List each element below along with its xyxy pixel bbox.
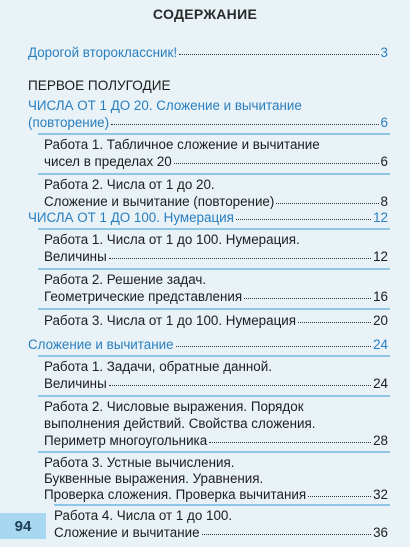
toc-section-addition-subtraction[interactable] xyxy=(28,336,388,353)
leader-dots xyxy=(209,442,371,443)
toc-entry-label: чисел в пределах 20 xyxy=(44,154,172,169)
leader-dots xyxy=(179,54,378,55)
divider-line xyxy=(38,268,390,270)
toc-item[interactable] xyxy=(44,153,388,170)
toc-item[interactable] xyxy=(44,486,388,503)
toc-entry-page: 28 xyxy=(373,433,388,448)
toc-entry-page: 3 xyxy=(380,45,388,60)
leader-dots xyxy=(174,163,379,164)
toc-entry-label: Геометрические представления xyxy=(44,289,243,304)
toc-entry-label: Дорогой второклассник! xyxy=(28,45,178,60)
toc-entry-label: Величины xyxy=(44,376,107,391)
toc-entry-label: Периметр многоугольника xyxy=(44,433,208,448)
toc-entry-page: 24 xyxy=(373,376,388,391)
toc-entry-page: 12 xyxy=(373,210,388,225)
leader-dots xyxy=(308,496,371,497)
toc-entry-label: Сложение и вычитание xyxy=(28,337,174,352)
toc-entry-label: (повторение) xyxy=(28,115,110,130)
leader-dots xyxy=(276,203,378,204)
toc-entry-intro[interactable] xyxy=(28,44,388,61)
page-number: 94 xyxy=(0,513,46,539)
toc-entry-label: Величины xyxy=(44,249,107,264)
leader-dots xyxy=(109,385,371,386)
leader-dots xyxy=(298,322,371,323)
toc-entry-label: Проверка сложения. Проверка вычитания xyxy=(44,487,307,502)
leader-dots xyxy=(111,124,378,125)
toc-section-numbers-1-20[interactable] xyxy=(28,114,388,131)
toc-item[interactable] xyxy=(44,193,388,210)
toc-entry-page: 6 xyxy=(380,154,388,169)
half-year-heading: ПЕРВОЕ ПОЛУГОДИЕ xyxy=(28,78,171,93)
toc-entry-label: Сложение и вычитание (повторение) xyxy=(44,194,275,209)
toc-item[interactable] xyxy=(44,248,388,265)
divider-line xyxy=(38,308,390,310)
toc-entry-page: 12 xyxy=(373,249,388,264)
leader-dots xyxy=(236,219,371,220)
leader-dots xyxy=(244,298,371,299)
toc-item-line: Работа 1. Числа от 1 до 100. Нумерация. xyxy=(44,232,300,247)
leader-dots xyxy=(176,346,372,347)
toc-item[interactable] xyxy=(54,524,388,541)
toc-item-line: Работа 2. Числовые выражения. Порядок xyxy=(44,399,304,414)
toc-item-line: Работа 2. Решение задач. xyxy=(44,272,207,287)
toc-entry-page: 32 xyxy=(373,487,388,502)
divider-line xyxy=(38,228,390,230)
toc-section-numbers-1-100[interactable] xyxy=(28,209,388,226)
divider-line xyxy=(38,355,390,357)
toc-item[interactable] xyxy=(44,288,388,305)
toc-entry-label: Сложение и вычитание xyxy=(54,525,200,540)
divider-line xyxy=(38,451,390,453)
toc-entry-page: 20 xyxy=(373,313,388,328)
toc-item-line: Буквенные выражения. Уравнения. xyxy=(44,471,264,486)
toc-item-line: Работа 4. Числа от 1 до 100. xyxy=(54,508,233,523)
toc-item-line: Работа 1. Табличное сложение и вычитание xyxy=(44,137,320,152)
divider-line xyxy=(38,173,390,175)
section-heading-line: ЧИСЛА ОТ 1 ДО 20. Сложение и вычитание xyxy=(28,98,302,113)
toc-entry-page: 6 xyxy=(380,115,388,130)
divider-line xyxy=(38,395,390,397)
toc-item[interactable] xyxy=(44,375,388,392)
page-title: СОДЕРЖАНИЕ xyxy=(152,6,258,22)
toc-item-line: Работа 2. Числа от 1 до 20. xyxy=(44,177,215,192)
divider-line xyxy=(54,504,390,506)
toc-item-line: Работа 1. Задачи, обратные данной. xyxy=(44,359,272,374)
divider-line xyxy=(38,133,390,135)
toc-entry-page: 24 xyxy=(373,337,388,352)
toc-item-line: Работа 3. Устные вычисления. xyxy=(44,455,235,470)
toc-item[interactable] xyxy=(44,432,388,449)
leader-dots xyxy=(109,258,371,259)
toc-item[interactable] xyxy=(44,312,388,329)
toc-entry-label: Работа 3. Числа от 1 до 100. Нумерация xyxy=(44,313,296,328)
toc-entry-page: 16 xyxy=(373,289,388,304)
toc-entry-page: 8 xyxy=(380,194,388,209)
toc-entry-label: ЧИСЛА ОТ 1 ДО 100. Нумерация xyxy=(28,210,234,225)
leader-dots xyxy=(202,534,372,535)
toc-item-line: выполнения действий. Свойства сложения. xyxy=(44,416,316,431)
toc-entry-page: 36 xyxy=(373,525,388,540)
